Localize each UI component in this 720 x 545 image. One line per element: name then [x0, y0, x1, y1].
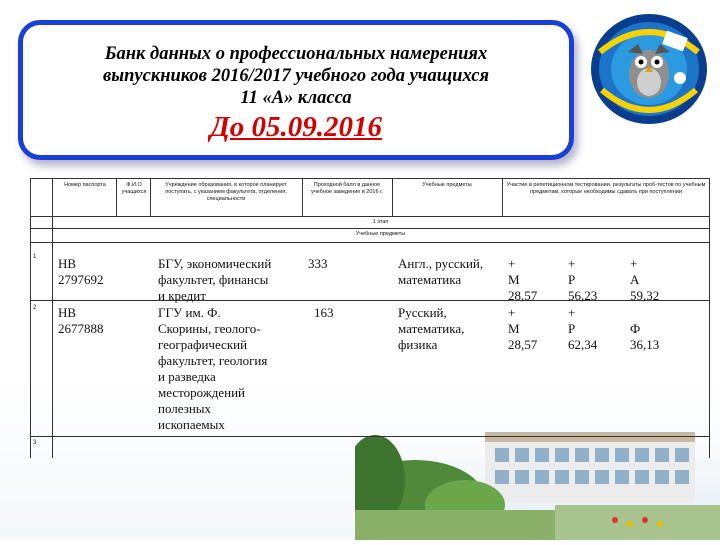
row-number-2: 2	[33, 305, 37, 311]
row1-test-2-mark: +	[568, 256, 576, 271]
table-rule-col5	[392, 178, 393, 216]
row1-test-3-mark: +	[630, 256, 638, 271]
row2-test-3-score: 36,13	[630, 337, 660, 352]
table-rule-col0	[30, 178, 31, 458]
row1-test-2	[568, 256, 618, 304]
row2-institution-line5: и разведка	[158, 369, 216, 384]
row2-subjects-line1: Русский,	[398, 305, 447, 320]
header-stage: 1 этап	[372, 219, 389, 225]
row2-subjects-line3: физика	[398, 337, 438, 352]
row2-institution-line1: ГГУ им. Ф.	[158, 305, 221, 320]
row2-passport-number: 2677888	[58, 321, 104, 336]
table-rule-stage-sub	[30, 228, 710, 229]
row2-test-1-mark: +	[508, 305, 516, 320]
row1-score: 333	[308, 256, 328, 271]
row2-institution-line8: ископаемых	[158, 417, 225, 432]
table-rule-col7	[709, 178, 710, 458]
table-rule-col6	[502, 178, 503, 216]
row1-subjects-line1: Англ., русский,	[398, 256, 484, 271]
row2-test-1-score: 28,57	[508, 337, 538, 352]
header-stage-subjects: Учебные предметы	[355, 231, 406, 237]
row1-test-2-score: 56,23	[568, 288, 598, 303]
header-score: Проходной балл в данное учебное заведение в 2016 г.	[311, 182, 383, 195]
row1-test-2-subject: Р	[568, 272, 576, 287]
row1-subjects	[398, 256, 508, 288]
row2-test-2-subject: Р	[568, 321, 576, 336]
row1-institution-line1: БГУ, экономический	[158, 256, 272, 271]
table-rule-col4	[302, 178, 303, 216]
table-rule-row2	[30, 436, 710, 437]
row1-test-3-score: 59,32	[630, 288, 660, 303]
row2-score: 163	[314, 305, 334, 320]
deadline-date: До 05.09.2016	[209, 111, 383, 143]
row2-test-2-score: 62,34	[568, 337, 598, 352]
header-fio: Ф.И.О учащихся	[121, 182, 147, 195]
table-rule-stage	[30, 216, 710, 217]
row-number-1: 1	[33, 254, 37, 260]
row2-institution-line4: факультет, геология	[158, 353, 268, 368]
row1-institution	[158, 256, 308, 304]
row1-test-3-subject: А	[630, 272, 640, 287]
row1-test-1	[508, 256, 558, 304]
row2-subjects-line2: математика,	[398, 321, 465, 336]
row2-passport	[58, 305, 118, 337]
row2-test-2	[568, 305, 618, 353]
row1-institution-line3: и кредит	[158, 288, 206, 303]
row2-subjects	[398, 305, 508, 353]
row1-passport-number: 2797692	[58, 272, 104, 287]
row1-test-1-mark: +	[508, 256, 516, 271]
title-line-3: 11 «А» класса	[240, 88, 352, 108]
header-institution: Учреждение образования, в которое планирует поступать, с указанием факультета, отделения, специальности	[165, 182, 287, 202]
school-emblem-icon	[588, 12, 710, 127]
row2-test-3-subject: Ф	[630, 321, 641, 336]
row2-test-1	[508, 305, 558, 353]
header-passport: Номер паспорта	[64, 182, 106, 188]
row2-institution	[158, 305, 308, 433]
row1-test-3	[630, 256, 680, 304]
data-table	[30, 178, 710, 458]
table-rule-top	[30, 178, 710, 179]
row2-institution-line6: месторождений	[158, 385, 246, 400]
row2-test-3	[630, 321, 680, 353]
table-rule-col3	[150, 178, 151, 216]
row-number-3: 3	[33, 440, 37, 446]
table-rule-header-bottom	[30, 242, 710, 243]
row2-passport-series: НВ	[58, 305, 77, 320]
title-line-2: выпускников 2016/2017 учебного года учащихся	[103, 66, 489, 86]
row2-institution-line3: географический	[158, 337, 248, 352]
row2-test-2-mark: +	[568, 305, 576, 320]
row2-institution-line2: Скорины, геолого-	[158, 321, 261, 336]
title-block	[23, 25, 569, 109]
row1-passport	[58, 256, 118, 288]
header-subjects: Учебные предметы	[422, 182, 472, 188]
header-testing: Участие в репетиционном тестировании, результаты проб-тестов по учебным предметам, которые необходимы сдавать при поступлении	[506, 182, 706, 195]
row1-institution-line2: факультет, финансы	[158, 272, 269, 287]
table-rule-col2	[116, 178, 117, 216]
row2-test-1-subject: М	[508, 321, 520, 336]
title-box	[18, 20, 574, 160]
row1-subjects-line2: математика	[398, 272, 462, 287]
row1-test-1-score: 28,57	[508, 288, 538, 303]
row1-test-1-subject: М	[508, 272, 520, 287]
row1-passport-series: НВ	[58, 256, 77, 271]
title-line-1: Банк данных о профессиональных намерениях	[104, 44, 488, 64]
row2-institution-line7: полезных	[158, 401, 212, 416]
